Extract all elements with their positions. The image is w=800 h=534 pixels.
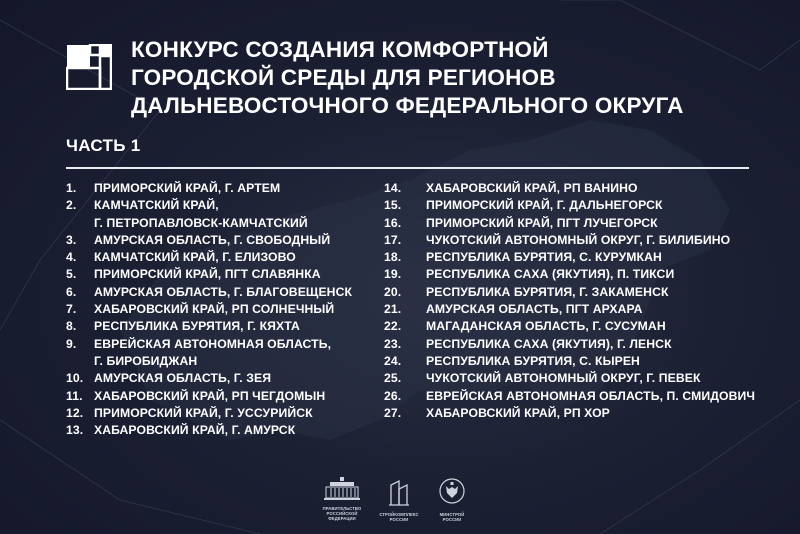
logo-caption-line: ФЕДЕРАЦИИ	[328, 516, 356, 521]
title-line-3: ДАЛЬНЕВОСТОЧНОГО ФЕДЕРАЛЬНОГО ОКРУГА	[131, 93, 684, 118]
logo-caption-line: РОССИИ	[442, 517, 462, 522]
item-number: 11.	[66, 388, 83, 403]
item-number: 3.	[66, 232, 77, 247]
item-text: ПРИМОРСКИЙ КРАЙ, Г. УССУРИЙСК	[94, 405, 313, 420]
left-list	[66, 180, 386, 439]
list-item	[66, 388, 386, 405]
item-number: 17.	[384, 232, 402, 247]
item-text: КАМЧАТСКИЙ КРАЙ,	[94, 198, 219, 213]
page-title	[131, 36, 771, 120]
item-text: ХАБАРОВСКИЙ КРАЙ, РП ВАНИНО	[426, 181, 638, 195]
item-text: ЕВРЕЙСКАЯ АВТОНОМНАЯ ОБЛАСТЬ, П. СМИДОВИЧ	[426, 388, 756, 403]
item-text: АМУРСКАЯ ОБЛАСТЬ, Г. БЛАГОВЕЩЕНСК	[94, 284, 353, 299]
logo-caption-line: СТРОЙКОМПЛЕКС	[379, 512, 419, 517]
list-item	[384, 318, 704, 335]
list-item	[384, 388, 756, 405]
item-text: ПРИМОРСКИЙ КРАЙ, Г. АРТЕМ	[94, 181, 281, 195]
list-item	[384, 301, 704, 318]
item-number: 20.	[384, 284, 402, 299]
item-text-continued: Г. БИРОБИДЖАН	[94, 353, 198, 368]
minstroy-logo	[428, 477, 476, 522]
item-number: 14.	[384, 181, 402, 195]
item-text: ПРИМОРСКИЙ КРАЙ, Г. ДАЛЬНЕГОРСК	[426, 198, 663, 213]
list-item	[66, 370, 386, 387]
item-text-block	[94, 197, 386, 232]
item-number: 8.	[66, 319, 77, 334]
item-number: 4.	[66, 250, 77, 265]
list-item	[384, 405, 704, 422]
footer-logos	[0, 477, 800, 527]
item-number: 9.	[66, 336, 77, 351]
list-item	[66, 197, 386, 232]
list-item	[66, 249, 386, 266]
title-line-1: КОНКУРС СОЗДАНИЯ КОМФОРТНОЙ	[131, 37, 549, 62]
item-text: АМУРСКАЯ ОБЛАСТЬ, Г. СВОБОДНЫЙ	[94, 232, 331, 247]
item-number: 26.	[384, 388, 402, 403]
item-text: ПРИМОРСКИЙ КРАЙ, ПГТ СЛАВЯНКА	[94, 267, 321, 282]
list-item	[384, 284, 704, 301]
list-item	[384, 370, 704, 387]
right-list	[384, 180, 756, 422]
item-text: ЕВРЕЙСКАЯ АВТОНОМНАЯ ОБЛАСТЬ,	[94, 336, 332, 351]
item-text: РЕСПУБЛИКА САХА (ЯКУТИЯ), П. ТИКСИ	[426, 267, 675, 282]
item-number: 24.	[384, 353, 402, 368]
logo-caption-line: МИНСТРОЙ	[439, 512, 465, 517]
list-item	[384, 197, 704, 214]
item-number: 22.	[384, 319, 402, 334]
government-building-icon	[322, 477, 362, 501]
item-text: РЕСПУБЛИКА БУРЯТИЯ, Г. КЯХТА	[94, 319, 300, 334]
government-logo	[316, 477, 368, 521]
item-text: РЕСПУБЛИКА БУРЯТИЯ, Г. ЗАКАМЕНСК	[426, 284, 669, 299]
item-number: 6.	[66, 284, 77, 299]
list-item	[66, 180, 386, 197]
item-text: РЕСПУБЛИКА САХА (ЯКУТИЯ), Г. ЛЕНСК	[426, 336, 672, 351]
stroykompleks-logo	[372, 477, 426, 522]
list-item	[66, 336, 386, 371]
list-item	[384, 353, 704, 370]
logo-caption-line: РОССИИ	[389, 517, 409, 522]
item-text: АМУРСКАЯ ОБЛАСТЬ, ПГТ АРХАРА	[426, 302, 643, 317]
item-number: 2.	[66, 198, 77, 213]
list-item	[66, 405, 386, 422]
item-text: ХАБАРОВСКИЙ КРАЙ, РП СОЛНЕЧНЫЙ	[94, 302, 335, 317]
list-item	[66, 422, 386, 439]
list-item	[66, 318, 386, 335]
logo-caption-line: РОССИЙСКОЙ	[326, 511, 358, 516]
list-item	[66, 301, 386, 318]
divider	[66, 167, 749, 169]
list-item	[384, 232, 731, 249]
list-item	[66, 232, 386, 249]
list-item	[384, 249, 704, 266]
item-number: 23.	[384, 336, 402, 351]
item-text: АМУРСКАЯ ОБЛАСТЬ, Г. ЗЕЯ	[94, 371, 272, 386]
item-text: КАМЧАТСКИЙ КРАЙ, Г. ЕЛИЗОВО	[94, 250, 296, 265]
item-text-block	[94, 336, 386, 371]
item-text: РЕСПУБЛИКА БУРЯТИЯ, С. КЫРЕН	[426, 353, 640, 368]
list-item	[66, 284, 386, 301]
item-number: 7.	[66, 302, 77, 317]
list-item	[384, 336, 704, 353]
item-number: 13.	[66, 423, 84, 438]
item-text: ХАБАРОВСКИЙ КРАЙ, РП ХОР	[426, 405, 610, 420]
contest-logo-icon	[66, 44, 112, 90]
item-text: РЕСПУБЛИКА БУРЯТИЯ, С. КУРУМКАН	[426, 250, 662, 265]
item-text: ЧУКОТСКИЙ АВТОНОМНЫЙ ОКРУГ, Г. БИЛИБИНО	[426, 232, 731, 247]
part-label: ЧАСТЬ 1	[66, 136, 141, 155]
item-number: 18.	[384, 250, 402, 265]
item-number: 15.	[384, 198, 402, 213]
item-number: 12.	[66, 405, 84, 420]
item-text-continued: Г. ПЕТРОПАВЛОВСК-КАМЧАТСКИЙ	[94, 215, 308, 230]
item-number: 19.	[384, 267, 402, 282]
item-number: 27.	[384, 405, 402, 420]
item-text: ПРИМОРСКИЙ КРАЙ, ПГТ ЛУЧЕГОРСК	[426, 215, 658, 230]
logo-caption-line: ПРАВИТЕЛЬСТВО	[322, 506, 362, 511]
item-number: 21.	[384, 302, 402, 317]
title-line-2: ГОРОДСКОЙ СРЕДЫ ДЛЯ РЕГИОНОВ	[131, 65, 556, 90]
list-item	[384, 180, 704, 197]
list-item	[66, 266, 386, 283]
item-number: 5.	[66, 267, 77, 282]
item-number: 1.	[66, 181, 77, 195]
item-text: ХАБАРОВСКИЙ КРАЙ, РП ЧЕГДОМЫН	[94, 388, 326, 403]
item-text: МАГАДАНСКАЯ ОБЛАСТЬ, Г. СУСУМАН	[426, 319, 666, 334]
list-item	[384, 266, 704, 283]
double-headed-eagle-icon	[438, 477, 466, 507]
item-text: ЧУКОТСКИЙ АВТОНОМНЫЙ ОКРУГ, Г. ПЕВЕК	[426, 371, 701, 386]
item-text: ХАБАРОВСКИЙ КРАЙ, Г. АМУРСК	[94, 423, 296, 438]
item-number: 10.	[66, 371, 84, 386]
item-number: 25.	[384, 371, 402, 386]
item-number: 16.	[384, 215, 402, 230]
list-item	[384, 215, 704, 232]
construction-building-icon	[387, 477, 411, 507]
